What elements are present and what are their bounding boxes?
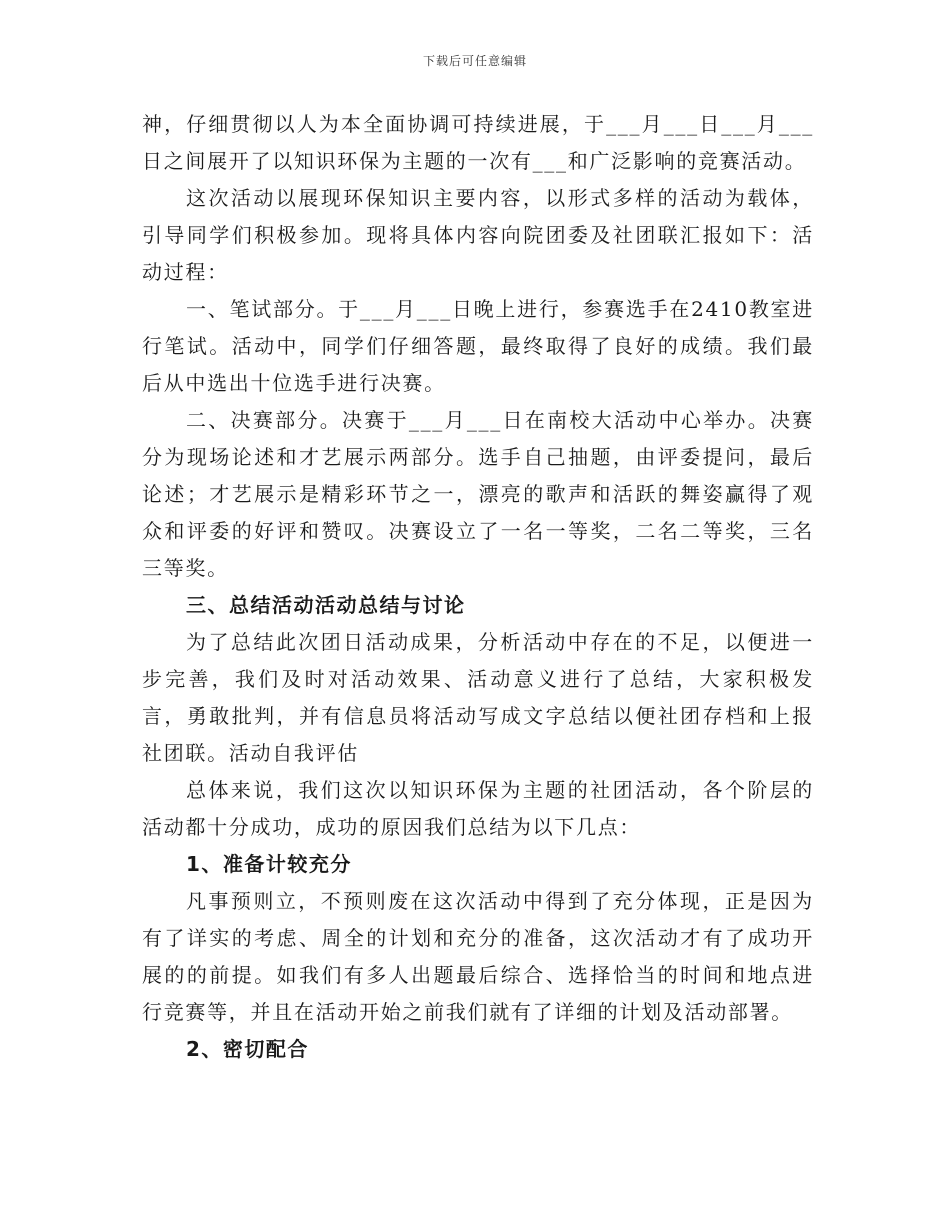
paragraph-written-test: 一、笔试部分。于___月___日晚上进行，参赛选手在2410教室进行笔试。活动中，同学们仔细答题，最终取得了良好的成绩。我们最后从中选出十位选手进行决赛。 [142,297,814,395]
heading-preparation: 1、准备计较充分 [186,852,352,876]
heading-cooperation: 2、密切配合 [186,1037,309,1061]
page-header: 下载后可任意编辑 [422,54,527,68]
document-body [142,106,814,1068]
heading-summary-discussion: 三、总结活动活动总结与讨论 [186,593,466,617]
paragraph-preparation: 凡事预则立，不预则废在这次活动中得到了充分体现，正是因为有了详实的考虑、周全的计划和充分的准备，这次活动才有了成功开展的的前提。如我们有多人出题最后综合、选择恰当的时间和地点进行竞赛等，并且在活动开始之前我们就有了详细的计划及活动部署。 [142,889,814,1024]
paragraph-activity-overview: 这次活动以展现环保知识主要内容，以形式多样的活动为载体，引导同学们积极参加。现将具体内容向院团委及社团联汇报如下：活动过程： [142,186,814,284]
paragraph-intro-continuation: 神，仔细贯彻以人为本全面协调可持续进展，于___月___日___月___日之间展开了以知识环保为主题的一次有___和广泛影响的竞赛活动。 [142,112,814,173]
paragraph-overall-evaluation: 总体来说，我们这次以知识环保为主题的社团活动，各个阶层的活动都十分成功，成功的原因我们总结为以下几点： [142,778,814,839]
paragraph-final-round: 二、决赛部分。决赛于___月___日在南校大活动中心举办。决赛分为现场论述和才艺展示两部分。选手自己抽题，由评委提问，最后论述；才艺展示是精彩环节之一，漂亮的歌声和活跃的舞姿赢得了观众和评委的好评和赞叹。决赛设立了一名一等奖，二名二等奖，三名三等奖。 [142,408,814,580]
paragraph-summary: 为了总结此次团日活动成果，分析活动中存在的不足，以便进一步完善，我们及时对活动效果、活动意义进行了总结，大家积极发言，勇敢批判，并有信息员将活动写成文字总结以便社团存档和上报社团联。活动自我评估 [142,630,814,765]
